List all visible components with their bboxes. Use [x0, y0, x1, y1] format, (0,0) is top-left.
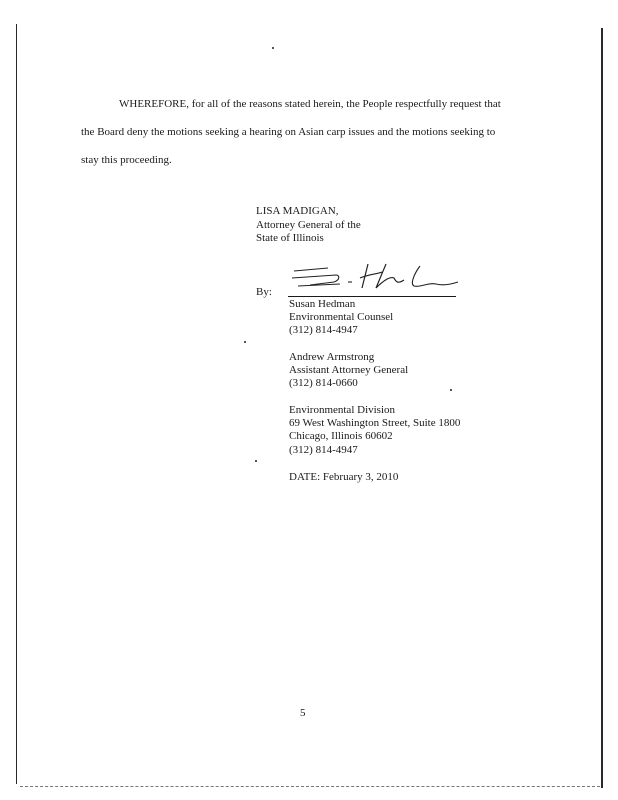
office-division: Environmental Division	[289, 404, 396, 416]
co-counsel-phone: (312) 814-0660	[289, 377, 358, 390]
signature-area	[256, 262, 466, 300]
date-line: DATE: February 3, 2010	[289, 471, 399, 483]
closing-paragraph	[81, 90, 521, 174]
page-number: 5	[300, 707, 306, 719]
signature-line	[288, 296, 456, 297]
signer-name: Susan Hedman	[289, 298, 356, 310]
office-address-block	[289, 404, 460, 457]
scan-speck	[255, 460, 257, 462]
attorney-general-name: LISA MADIGAN,	[256, 205, 339, 217]
co-counsel-title: Assistant Attorney General	[289, 364, 409, 377]
paragraph-line: the Board deny the motions seeking a hearing on Asian carp issues and the motions seeking to	[81, 126, 496, 138]
office-phone: (312) 814-4947	[289, 443, 358, 456]
signer-block	[289, 298, 393, 338]
co-counsel-name: Andrew Armstrong	[289, 351, 375, 363]
date-block	[289, 471, 398, 484]
scan-speck	[272, 47, 274, 49]
office-street: 69 West Washington Street, Suite 1800	[289, 417, 461, 430]
scan-edge-left	[16, 24, 17, 784]
scan-speck	[244, 341, 246, 343]
handwritten-signature	[288, 262, 463, 292]
co-counsel-block	[289, 351, 408, 391]
scan-edge-bottom	[20, 786, 600, 787]
signer-phone: (312) 814-4947	[289, 324, 358, 337]
scan-speck	[450, 389, 452, 391]
attorney-general-block	[256, 205, 361, 246]
attorney-general-title: Attorney General of the	[256, 218, 361, 231]
office-city: Chicago, Illinois 60602	[289, 430, 393, 443]
attorney-general-state: State of Illinois	[256, 232, 324, 244]
paragraph-line: stay this proceeding.	[81, 154, 172, 166]
signer-title: Environmental Counsel	[289, 311, 394, 324]
by-label: By:	[256, 286, 272, 298]
scan-edge-right	[601, 28, 603, 788]
paragraph-line: WHEREFORE, for all of the reasons stated herein, the People respectfully request that	[119, 98, 501, 110]
